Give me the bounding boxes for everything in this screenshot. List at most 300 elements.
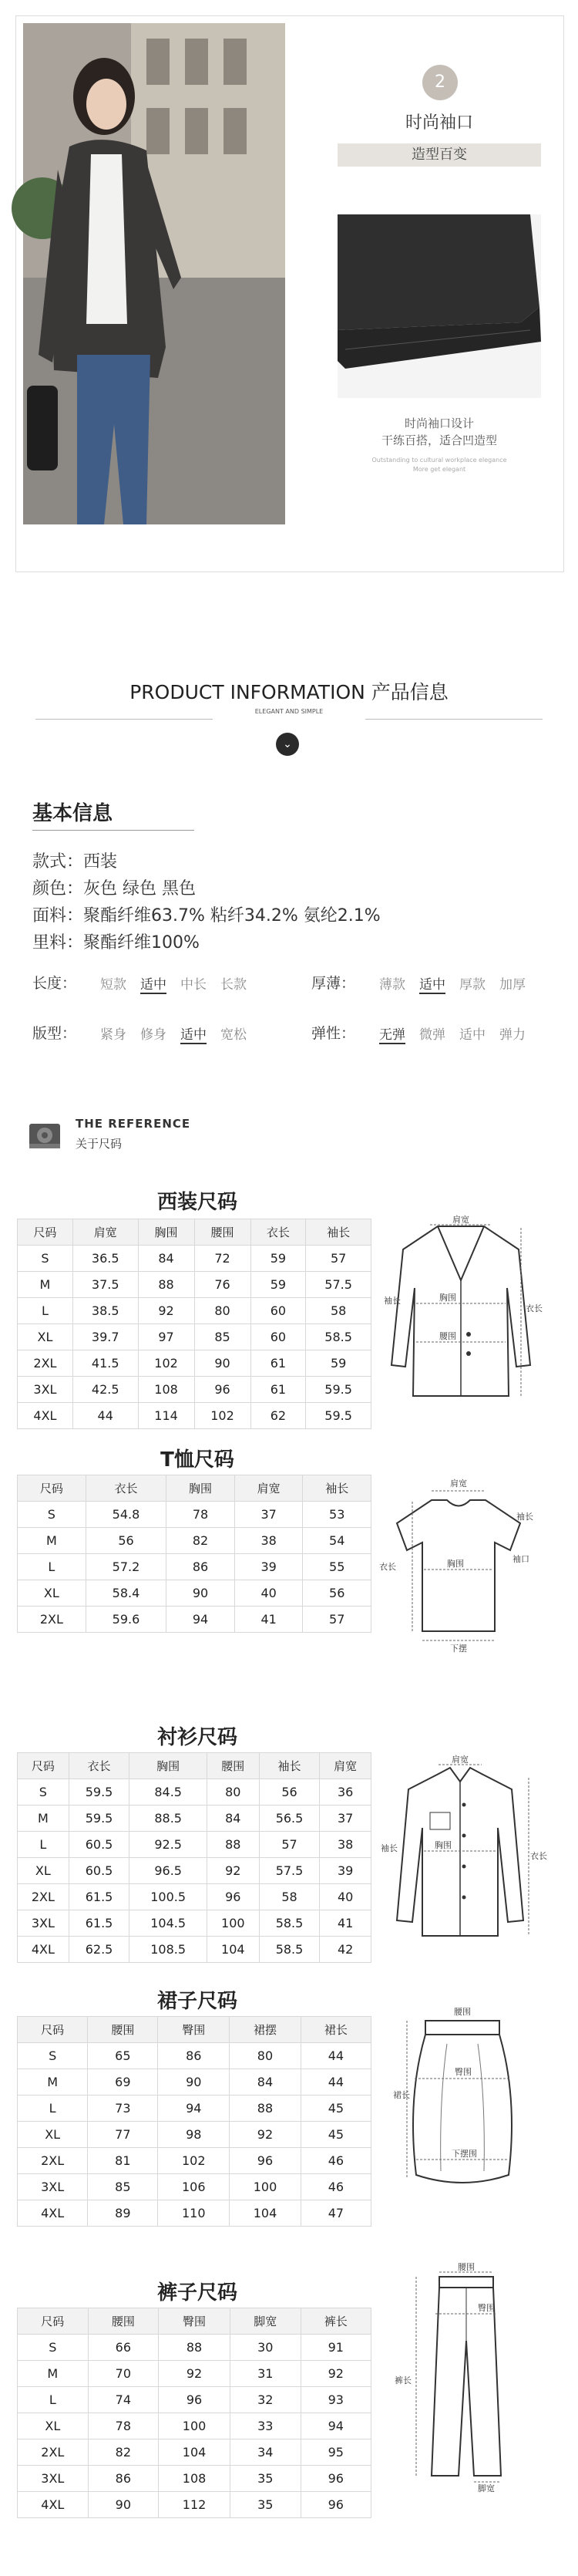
- table-cell: 65: [88, 2043, 158, 2069]
- table-cell: 37.5: [72, 1272, 138, 1298]
- table-cell: 90: [88, 2492, 158, 2518]
- table-cell: 2XL: [18, 1607, 86, 1633]
- suit-diagram: [384, 1215, 543, 1411]
- table-row: [18, 1779, 371, 1806]
- attribute-option: 紧身: [100, 1027, 126, 1043]
- table-cell: 108: [159, 2466, 230, 2492]
- table-cell: 96: [194, 1377, 250, 1403]
- table-cell: 37: [234, 1502, 303, 1528]
- skirt-label-hem: 下摆围: [452, 2149, 477, 2159]
- skirt-label-hip: 臀围: [455, 2067, 472, 2077]
- table-cell: 3XL: [18, 1910, 69, 1937]
- table-cell: 55: [303, 1554, 371, 1580]
- attribute-option-selected: 适中: [180, 1023, 207, 1044]
- table-cell: 2XL: [18, 1350, 73, 1377]
- table-cell: 39.7: [72, 1324, 138, 1350]
- table-cell: 60.5: [69, 1832, 129, 1858]
- attribute-option: 微弹: [419, 1027, 445, 1043]
- table-cell: 92: [138, 1298, 194, 1324]
- table-cell: 46: [301, 2174, 371, 2200]
- feature-banner: 造型百变: [338, 143, 541, 167]
- table-row: [18, 1884, 371, 1910]
- table-header-cell: 袖长: [306, 1219, 371, 1246]
- table-cell: 34: [230, 2439, 301, 2466]
- table-cell: 54: [303, 1528, 371, 1554]
- table-cell: 61: [250, 1350, 306, 1377]
- table-cell: 58.5: [259, 1910, 320, 1937]
- skirt-size-table-title: 裙子尺码: [156, 1990, 237, 2013]
- table-header-cell: 尺码: [18, 1753, 69, 1779]
- table-row: [18, 2492, 371, 2518]
- table-cell: 59.5: [306, 1403, 371, 1429]
- table-cell: 104: [230, 2200, 301, 2227]
- table-header-cell: 腰围: [194, 1219, 250, 1246]
- table-row: [18, 2148, 371, 2174]
- table-cell: M: [18, 1528, 86, 1554]
- table-cell: 56.5: [259, 1806, 320, 1832]
- table-cell: 112: [159, 2492, 230, 2518]
- pants-label-hem: 脚宽: [478, 2483, 495, 2493]
- table-cell: 82: [166, 1528, 235, 1554]
- table-cell: 114: [138, 1403, 194, 1429]
- table-header-cell: 尺码: [18, 1475, 86, 1502]
- table-cell: 96: [301, 2492, 371, 2518]
- table-cell: 89: [88, 2200, 158, 2227]
- attribute-option: 加厚: [499, 977, 526, 993]
- feature-desc-line1: 时尚袖口设计: [404, 416, 474, 430]
- pants-label-hip: 臀围: [478, 2303, 495, 2313]
- shirt-diagram: [381, 1755, 547, 1951]
- skirt-size-table: [17, 2016, 371, 2227]
- table-header-cell: 肩宽: [72, 1219, 138, 1246]
- table-cell: 106: [158, 2174, 230, 2200]
- table-cell: 94: [301, 2413, 371, 2439]
- table-header-cell: 腰围: [207, 1753, 259, 1779]
- table-cell: 104: [207, 1937, 259, 1963]
- table-row: [18, 1272, 371, 1298]
- table-cell: 95: [301, 2439, 371, 2466]
- cuff-detail-photo: [338, 214, 541, 398]
- table-cell: 60.5: [69, 1858, 129, 1884]
- heading-rule-left: [35, 719, 213, 720]
- table-cell: 85: [88, 2174, 158, 2200]
- table-row: [18, 1246, 371, 1272]
- table-cell: 86: [166, 1554, 235, 1580]
- table-cell: 41.5: [72, 1350, 138, 1377]
- table-cell: 88: [230, 2096, 301, 2122]
- shirt-label-shoulder: 肩宽: [452, 1755, 469, 1765]
- table-cell: XL: [18, 1858, 69, 1884]
- attribute-option: 宽松: [220, 1027, 247, 1043]
- pants-label-waist: 腰围: [458, 2262, 475, 2272]
- table-cell: 36.5: [72, 1246, 138, 1272]
- table-cell: L: [18, 1298, 73, 1324]
- table-cell: 108: [138, 1377, 194, 1403]
- table-cell: 46: [301, 2148, 371, 2174]
- table-cell: 58: [259, 1884, 320, 1910]
- table-cell: 72: [194, 1246, 250, 1272]
- table-cell: L: [18, 1554, 86, 1580]
- table-cell: 35: [230, 2466, 301, 2492]
- table-cell: 84: [207, 1806, 259, 1832]
- table-cell: 4XL: [18, 1403, 73, 1429]
- table-cell: 59: [250, 1246, 306, 1272]
- table-cell: XL: [18, 1580, 86, 1607]
- table-cell: 56: [303, 1580, 371, 1607]
- table-cell: 85: [194, 1324, 250, 1350]
- table-cell: 66: [88, 2335, 158, 2361]
- table-cell: 78: [88, 2413, 158, 2439]
- table-cell: 73: [88, 2096, 158, 2122]
- table-cell: 94: [158, 2096, 230, 2122]
- table-cell: 45: [301, 2122, 371, 2148]
- table-row: [18, 2174, 371, 2200]
- table-cell: 88.5: [129, 1806, 207, 1832]
- table-cell: 80: [194, 1298, 250, 1324]
- table-cell: 57.5: [259, 1858, 320, 1884]
- feature-number-badge: 2: [422, 65, 458, 100]
- table-cell: 41: [320, 1910, 371, 1937]
- tshirt-label-length: 衣长: [379, 1562, 396, 1572]
- table-cell: 88: [159, 2335, 230, 2361]
- table-cell: 98: [158, 2122, 230, 2148]
- table-cell: S: [18, 2043, 88, 2069]
- table-row: [18, 1806, 371, 1832]
- table-header-cell: 袖长: [303, 1475, 371, 1502]
- feature-tiny-line2: More get elegant: [412, 466, 466, 473]
- table-cell: 82: [88, 2439, 158, 2466]
- table-header-cell: 腰围: [88, 2017, 158, 2043]
- table-cell: M: [18, 2069, 88, 2096]
- table-cell: 104.5: [129, 1910, 207, 1937]
- table-cell: 39: [320, 1858, 371, 1884]
- table-cell: 57: [259, 1832, 320, 1858]
- info-fabric: 面料：聚酯纤维63.7% 粘纤34.2% 氨纶2.1%: [32, 906, 381, 926]
- table-cell: 4XL: [18, 2200, 88, 2227]
- attribute-option: 长款: [220, 977, 247, 993]
- attribute-option-selected: 适中: [419, 973, 445, 994]
- table-cell: 38: [320, 1832, 371, 1858]
- table-header-cell: 尺码: [18, 2017, 88, 2043]
- table-cell: 100.5: [129, 1884, 207, 1910]
- table-cell: 58.5: [259, 1937, 320, 1963]
- table-cell: 86: [88, 2466, 158, 2492]
- table-cell: 77: [88, 2122, 158, 2148]
- table-header-cell: 尺码: [18, 1219, 73, 1246]
- table-header-cell: 臀围: [159, 2308, 230, 2335]
- table-cell: 102: [158, 2148, 230, 2174]
- table-row: [18, 2387, 371, 2413]
- table-header-cell: 裙摆: [230, 2017, 301, 2043]
- table-cell: 102: [138, 1350, 194, 1377]
- model-photo: [23, 23, 285, 524]
- pants-label-length: 裤长: [395, 2375, 412, 2385]
- attribute-option: 适中: [459, 1027, 486, 1043]
- chevron-down-icon: ⌄: [276, 733, 299, 756]
- table-cell: 69: [88, 2069, 158, 2096]
- table-cell: 78: [166, 1502, 235, 1528]
- info-lining: 里料：聚酯纤维100%: [32, 933, 200, 953]
- attribute-label: 弹性：: [311, 1025, 356, 1042]
- pants-size-table-title: 裤子尺码: [156, 2281, 237, 2305]
- table-cell: 62: [250, 1403, 306, 1429]
- table-cell: 33: [230, 2413, 301, 2439]
- suit-label-waist: 腰围: [439, 1331, 456, 1341]
- table-cell: 58: [306, 1298, 371, 1324]
- table-cell: 61.5: [69, 1884, 129, 1910]
- table-cell: 59.6: [86, 1607, 166, 1633]
- shirt-label-length: 衣长: [530, 1851, 547, 1861]
- table-cell: 57: [303, 1607, 371, 1633]
- basic-info-rule: [32, 830, 194, 831]
- table-cell: S: [18, 1246, 73, 1272]
- table-cell: 86: [158, 2043, 230, 2069]
- skirt-diagram: [393, 2005, 539, 2206]
- reference-title-en: THE REFERENCE: [76, 1117, 191, 1131]
- table-header-cell: 袖长: [259, 1753, 320, 1779]
- table-row: [18, 1403, 371, 1429]
- table-header-row: [18, 2308, 371, 2335]
- table-cell: 92: [159, 2361, 230, 2387]
- table-cell: 58.4: [86, 1580, 166, 1607]
- table-header-row: [18, 1219, 371, 1246]
- table-cell: 3XL: [18, 2174, 88, 2200]
- table-cell: M: [18, 2361, 89, 2387]
- table-cell: 91: [301, 2335, 371, 2361]
- table-cell: 47: [301, 2200, 371, 2227]
- table-cell: 57: [306, 1246, 371, 1272]
- table-cell: S: [18, 2335, 89, 2361]
- feature-tiny-line1: Outstanding to cultural workplace elegance: [371, 457, 507, 464]
- attribute-label: 版型：: [32, 1025, 77, 1042]
- attribute-label: 长度：: [32, 975, 77, 992]
- suit-label-shoulder: 肩宽: [452, 1215, 469, 1225]
- table-cell: 90: [166, 1580, 235, 1607]
- table-cell: 96: [159, 2387, 230, 2413]
- table-row: [18, 1502, 371, 1528]
- table-header-row: [18, 1753, 371, 1779]
- table-cell: S: [18, 1779, 69, 1806]
- table-cell: 62.5: [69, 1937, 129, 1963]
- tshirt-label-chest: 胸围: [447, 1559, 464, 1569]
- table-cell: 59.5: [69, 1779, 129, 1806]
- table-cell: 100: [207, 1910, 259, 1937]
- table-cell: 4XL: [18, 1937, 69, 1963]
- table-cell: 57.2: [86, 1554, 166, 1580]
- table-cell: 60: [250, 1298, 306, 1324]
- table-cell: L: [18, 1832, 69, 1858]
- table-cell: 96.5: [129, 1858, 207, 1884]
- table-header-cell: 裙长: [301, 2017, 371, 2043]
- table-cell: 108.5: [129, 1937, 207, 1963]
- skirt-label-length: 裙长: [393, 2090, 410, 2100]
- table-cell: 39: [234, 1554, 303, 1580]
- attribute-option: 弹力: [499, 1027, 526, 1043]
- table-row: [18, 1910, 371, 1937]
- table-row: [18, 1832, 371, 1858]
- suit-size-table: [17, 1219, 371, 1429]
- table-row: [18, 1554, 371, 1580]
- table-header-cell: 肩宽: [234, 1475, 303, 1502]
- table-cell: 44: [301, 2069, 371, 2096]
- table-row: [18, 1377, 371, 1403]
- table-cell: 76: [194, 1272, 250, 1298]
- table-header-cell: 胸围: [129, 1753, 207, 1779]
- tshirt-size-table: [17, 1475, 371, 1633]
- suit-label-sleeve: 袖长: [384, 1296, 401, 1306]
- table-row: [18, 2335, 371, 2361]
- table-cell: 100: [159, 2413, 230, 2439]
- attribute-option: 薄款: [379, 977, 405, 993]
- table-cell: 56: [259, 1779, 320, 1806]
- shirt-size-table: [17, 1752, 371, 1963]
- attribute-option: 中长: [180, 977, 207, 993]
- table-cell: 3XL: [18, 1377, 73, 1403]
- table-cell: 42.5: [72, 1377, 138, 1403]
- feature-title: 时尚袖口: [405, 113, 473, 133]
- table-cell: 42: [320, 1937, 371, 1963]
- table-cell: 96: [301, 2466, 371, 2492]
- table-cell: 61.5: [69, 1910, 129, 1937]
- table-cell: 61: [250, 1377, 306, 1403]
- skirt-label-waist: 腰围: [454, 2007, 471, 2017]
- product-info-heading: PRODUCT INFORMATION 产品信息: [129, 681, 449, 703]
- table-header-cell: 裤长: [301, 2308, 371, 2335]
- table-cell: 92: [207, 1858, 259, 1884]
- table-row: [18, 1298, 371, 1324]
- table-cell: 59: [250, 1272, 306, 1298]
- table-cell: 90: [158, 2069, 230, 2096]
- table-row: [18, 1858, 371, 1884]
- table-cell: 96: [230, 2148, 301, 2174]
- table-cell: 58.5: [306, 1324, 371, 1350]
- tape-measure-icon: [28, 1118, 62, 1151]
- attribute-option: 修身: [140, 1027, 166, 1043]
- table-cell: 92.5: [129, 1832, 207, 1858]
- table-cell: 84: [138, 1246, 194, 1272]
- pants-size-table: [17, 2308, 371, 2518]
- table-cell: 93: [301, 2387, 371, 2413]
- table-cell: 100: [230, 2174, 301, 2200]
- table-row: [18, 2466, 371, 2492]
- attribute-option: 厚款: [459, 977, 486, 993]
- table-cell: 56: [86, 1528, 166, 1554]
- table-row: [18, 1580, 371, 1607]
- table-cell: 88: [207, 1832, 259, 1858]
- table-cell: 90: [194, 1350, 250, 1377]
- table-cell: 92: [301, 2361, 371, 2387]
- table-row: [18, 2439, 371, 2466]
- product-info-subheading: ELEGANT AND SIMPLE: [254, 708, 324, 715]
- table-cell: M: [18, 1272, 73, 1298]
- table-cell: L: [18, 2096, 88, 2122]
- table-header-cell: 衣长: [86, 1475, 166, 1502]
- table-cell: 35: [230, 2492, 301, 2518]
- table-cell: 2XL: [18, 2439, 89, 2466]
- table-cell: 45: [301, 2096, 371, 2122]
- table-cell: 84: [230, 2069, 301, 2096]
- table-cell: 84.5: [129, 1779, 207, 1806]
- table-cell: 102: [194, 1403, 250, 1429]
- table-row: [18, 1937, 371, 1963]
- table-cell: 40: [234, 1580, 303, 1607]
- suit-label-chest: 胸围: [439, 1293, 456, 1303]
- attribute-option-selected: 无弹: [379, 1023, 405, 1044]
- table-cell: 80: [207, 1779, 259, 1806]
- table-cell: 4XL: [18, 2492, 89, 2518]
- table-cell: M: [18, 1806, 69, 1832]
- table-cell: XL: [18, 2413, 89, 2439]
- info-style: 款式：西装: [32, 852, 118, 872]
- table-cell: 60: [250, 1324, 306, 1350]
- table-cell: 30: [230, 2335, 301, 2361]
- table-row: [18, 2200, 371, 2227]
- table-cell: 94: [166, 1607, 235, 1633]
- table-header-cell: 脚宽: [230, 2308, 301, 2335]
- pants-diagram: [393, 2262, 539, 2493]
- table-header-cell: 腰围: [88, 2308, 158, 2335]
- table-cell: L: [18, 2387, 89, 2413]
- table-cell: S: [18, 1502, 86, 1528]
- table-cell: 37: [320, 1806, 371, 1832]
- table-header-row: [18, 1475, 371, 1502]
- heading-rule-right: [365, 719, 543, 720]
- table-cell: 59.5: [69, 1806, 129, 1832]
- shirt-size-table-title: 衬衫尺码: [156, 1726, 237, 1749]
- table-cell: 80: [230, 2043, 301, 2069]
- table-cell: 3XL: [18, 2466, 89, 2492]
- table-cell: 41: [234, 1607, 303, 1633]
- table-row: [18, 2413, 371, 2439]
- table-cell: 81: [88, 2148, 158, 2174]
- tshirt-label-hem: 下摆: [450, 1644, 467, 1654]
- table-cell: 38.5: [72, 1298, 138, 1324]
- tshirt-label-sleeve: 袖长: [516, 1512, 533, 1522]
- table-header-cell: 尺码: [18, 2308, 89, 2335]
- attribute-option-selected: 适中: [140, 973, 166, 994]
- table-row: [18, 1607, 371, 1633]
- shirt-label-chest: 胸围: [435, 1840, 452, 1850]
- table-cell: 110: [158, 2200, 230, 2227]
- table-row: [18, 1350, 371, 1377]
- table-cell: 104: [159, 2439, 230, 2466]
- table-cell: 92: [230, 2122, 301, 2148]
- table-row: [18, 2069, 371, 2096]
- table-row: [18, 1324, 371, 1350]
- table-cell: 88: [138, 1272, 194, 1298]
- tshirt-diagram: [378, 1477, 539, 1654]
- table-cell: 97: [138, 1324, 194, 1350]
- tshirt-label-shoulder: 肩宽: [450, 1479, 467, 1489]
- reference-title-cn: 关于尺码: [76, 1137, 123, 1151]
- table-cell: 36: [320, 1779, 371, 1806]
- table-cell: 59.5: [306, 1377, 371, 1403]
- feature-desc-line2: 干练百搭，适合凹造型: [381, 433, 497, 447]
- tshirt-size-table-title: T恤尺码: [160, 1448, 234, 1472]
- tshirt-label-cuff: 袖口: [512, 1554, 529, 1564]
- table-row: [18, 2043, 371, 2069]
- table-header-cell: 臀围: [158, 2017, 230, 2043]
- table-row: [18, 2361, 371, 2387]
- table-header-cell: 肩宽: [320, 1753, 371, 1779]
- shirt-label-sleeve: 袖长: [381, 1843, 398, 1853]
- table-row: [18, 2122, 371, 2148]
- table-header-cell: 胸围: [166, 1475, 235, 1502]
- table-cell: 31: [230, 2361, 301, 2387]
- table-row: [18, 2096, 371, 2122]
- table-cell: 44: [301, 2043, 371, 2069]
- table-cell: 40: [320, 1884, 371, 1910]
